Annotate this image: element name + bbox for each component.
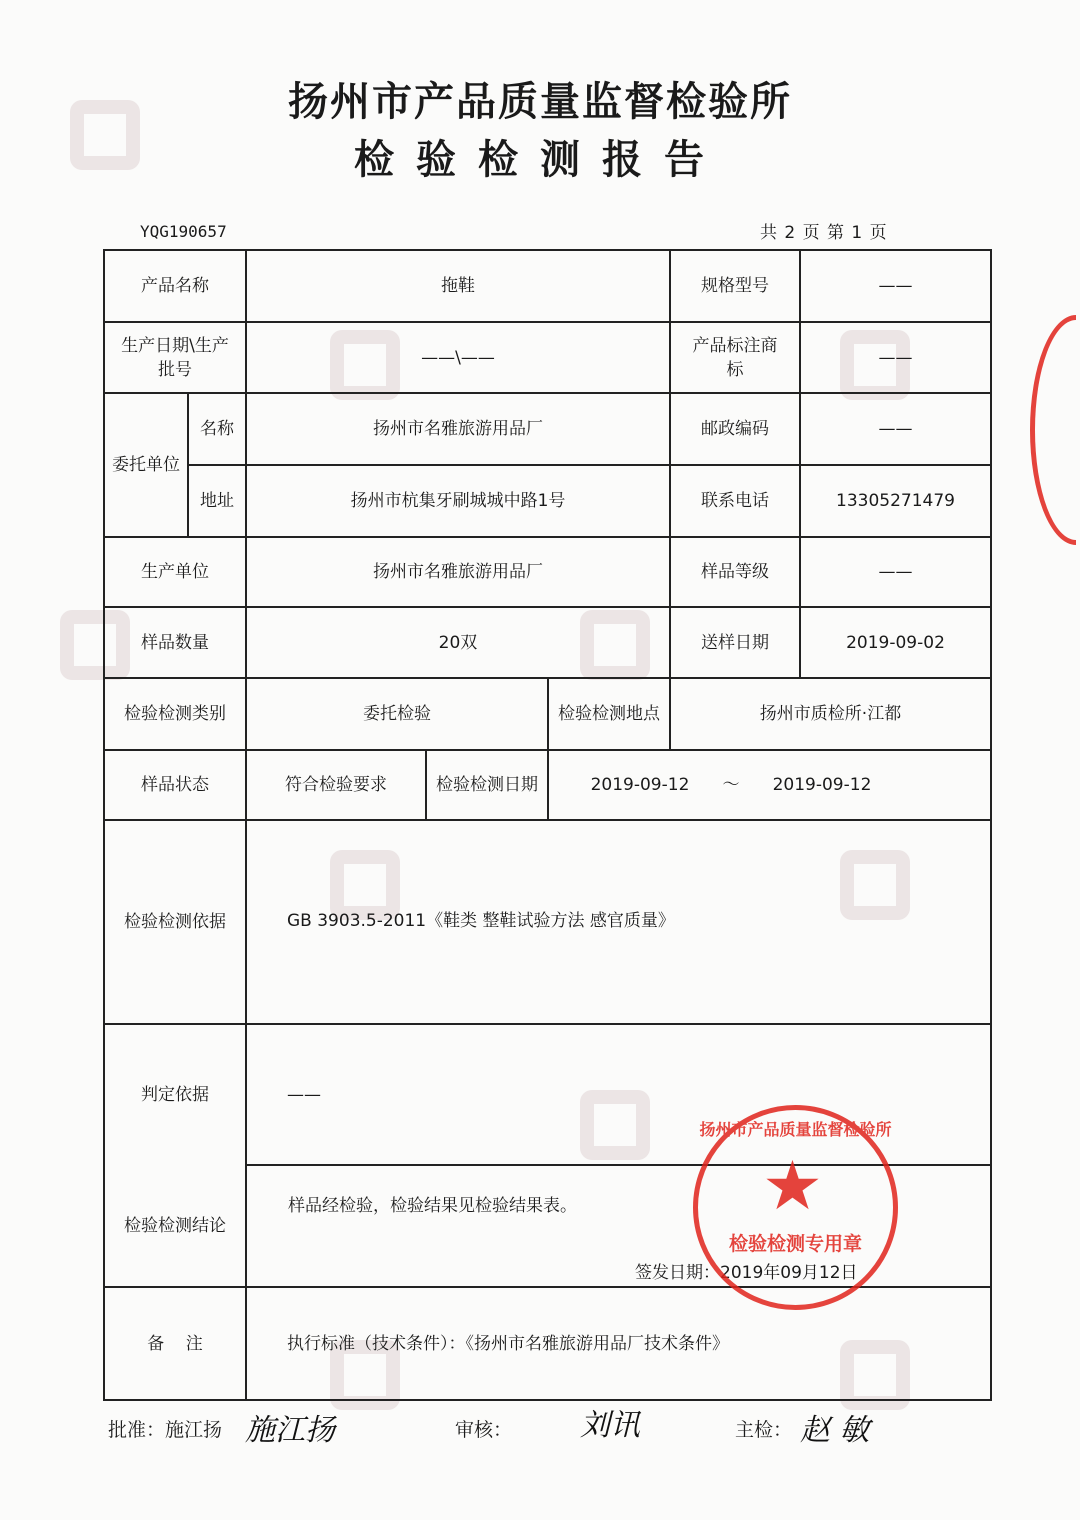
- value-phone: 13305271479: [836, 491, 955, 511]
- value-spec: ——: [878, 276, 913, 296]
- label-judgement-basis: 判定依据: [141, 1085, 209, 1105]
- value-test-place: 扬州市质检所·江都: [759, 704, 902, 724]
- value-sample-state: 符合检验要求: [285, 775, 387, 795]
- approver-signature: 施江扬: [245, 1413, 335, 1448]
- label-client-address: 地址: [200, 491, 234, 511]
- value-send-date: 2019-09-02: [846, 632, 945, 653]
- report-title: 检验检测报告: [354, 137, 726, 183]
- report-number: YQG190657: [140, 222, 227, 241]
- reviewer-signature: 刘讯: [580, 1408, 640, 1443]
- label-brand: 产品标注商标: [692, 335, 778, 380]
- label-client: 委托单位: [112, 455, 180, 475]
- label-test-basis: 检验检测依据: [124, 912, 226, 932]
- value-brand: ——: [878, 347, 913, 368]
- value-client-name: 扬州市名雅旅游用品厂: [373, 419, 543, 439]
- value-test-date-to: 2019-09-12: [772, 775, 872, 795]
- label-send-date: 送样日期: [701, 632, 769, 653]
- value-client-address: 扬州市杭集牙刷城城中路1号: [350, 491, 566, 511]
- label-spec: 规格型号: [701, 276, 769, 296]
- value-conclusion: 样品经检验，检验结果见检验结果表。: [288, 1196, 577, 1216]
- value-postcode: ——: [878, 419, 913, 439]
- value-test-type: 委托检验: [363, 704, 431, 724]
- label-phone: 联系电话: [701, 491, 769, 511]
- label-product-name: 产品名称: [141, 276, 209, 296]
- label-postcode: 邮政编码: [701, 419, 769, 439]
- side-seal: [1030, 315, 1076, 545]
- label-client-name: 名称: [200, 419, 234, 439]
- chief-inspector-label: 主检：: [735, 1419, 793, 1441]
- value-quantity: 20双: [438, 632, 478, 653]
- approver-label: 批准：施江扬: [108, 1419, 223, 1441]
- value-producer: 扬州市名雅旅游用品厂: [373, 562, 543, 582]
- label-grade: 样品等级: [701, 562, 769, 582]
- value-test-basis: GB 3903.5-2011《鞋类 整鞋试验方法 感官质量》: [287, 911, 675, 931]
- value-remark: 执行标准（技术条件）：《扬州市名雅旅游用品厂技术条件》: [287, 1333, 729, 1354]
- reviewer-label: 审核：: [455, 1419, 513, 1441]
- label-test-place: 检验检测地点: [558, 704, 660, 724]
- star-icon: ★: [762, 1147, 823, 1226]
- label-quantity: 样品数量: [141, 632, 209, 653]
- test-date-separator: ～: [722, 775, 740, 795]
- seal-text-bottom: 检验检测专用章: [728, 1233, 862, 1255]
- label-sample-state: 样品状态: [141, 775, 209, 795]
- value-test-date-from: 2019-09-12: [590, 775, 690, 795]
- chief-inspector-signature: 赵 敏: [800, 1413, 870, 1448]
- org-title: 扬州市产品质量监督检验所: [288, 79, 792, 125]
- seal-text-top: 扬州市产品质量监督检验所: [699, 1120, 892, 1139]
- label-producer: 生产单位: [141, 562, 209, 582]
- label-test-type: 检验检测类别: [124, 704, 226, 724]
- issue-date: 签发日期：2019年09月12日: [635, 1263, 858, 1283]
- official-seal: [693, 1105, 898, 1310]
- value-grade: ——: [878, 562, 913, 582]
- label-test-date: 检验检测日期: [436, 775, 538, 795]
- label-remark: 备 注: [147, 1333, 203, 1354]
- value-judgement-basis: ——: [287, 1084, 321, 1105]
- label-production-date: 生产日期\生产批号: [121, 335, 229, 380]
- label-conclusion: 检验检测结论: [124, 1216, 226, 1236]
- page-info: 共 2 页 第 1 页: [760, 223, 888, 243]
- value-production-date: ——\——: [421, 347, 495, 368]
- value-product-name: 拖鞋: [441, 276, 475, 296]
